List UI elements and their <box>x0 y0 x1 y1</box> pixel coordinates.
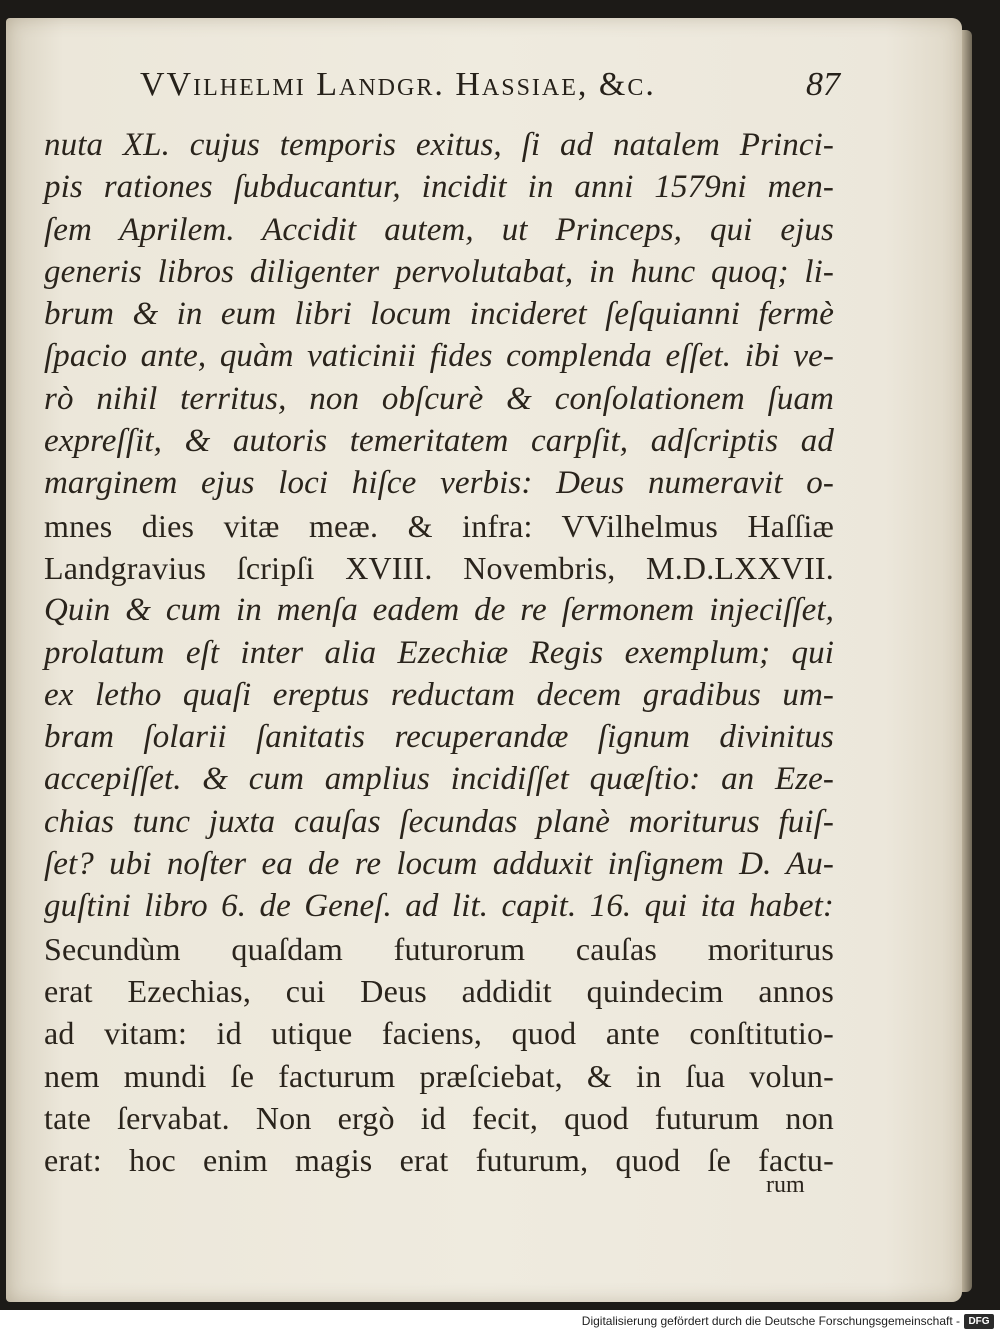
text-line: mnes dies vitæ meæ. & infra: VVilhelmus Haſſiæ <box>44 507 834 544</box>
funding-credit: Digitalisierung gefördert durch die Deutsche Forschungsgemeinschaft - <box>581 1314 960 1328</box>
text-line: erat Ezechias, cui Deus addidit quindecim annos <box>44 972 834 1009</box>
text-line: chias tunc juxta cauſas ſecundas planè moriturus fuiſ- <box>44 803 834 840</box>
text-line: bram ſolarii ſanitatis recuperandæ ſignum divinitus <box>44 719 834 756</box>
text-line: brum & in eum libri locum incideret ſeſquianni fermè <box>44 296 834 333</box>
text-line: prolatum eſt inter alia Ezechiæ Regis exemplum; qui <box>44 634 834 671</box>
text-line: Quin & cum in menſa eadem de re ſermonem injeciſſet, <box>44 592 834 629</box>
dfg-logo-icon: DFG <box>964 1314 994 1329</box>
text-line: Landgravius ſcripſi XVIII. Novembris, M.D.LXXVII. <box>44 549 834 586</box>
text-line: pis rationes ſubducantur, incidit in anni 1579ni men- <box>44 169 834 206</box>
page-number: 87 <box>806 66 840 103</box>
text-line: ſet? ubi noſter ea de re locum adduxit inſignem D. Au- <box>44 846 834 883</box>
body-text <box>44 124 834 1181</box>
text-line: nuta XL. cujus temporis exitus, ſi ad natalem Princi- <box>44 127 834 163</box>
text-line: guſtini libro 6. de Geneſ. ad lit. capit. 16. qui ita habet: <box>44 888 834 925</box>
text-line: rò nihil territus, non obſcurè & conſolationem ſuam <box>44 380 834 417</box>
catchword: rum <box>766 1172 805 1198</box>
text-line: Secundùm quaſdam futurorum cauſas moriturus <box>44 930 834 967</box>
text-line: marginem ejus loci hiſce verbis: Deus numeravit o- <box>44 465 834 502</box>
text-line: generis libros diligenter pervolutabat, in hunc quoq; li- <box>44 253 834 290</box>
running-head: VVilhelmi Landgr. Hassiae, &c. <box>140 66 656 103</box>
footer-bar <box>0 1310 1000 1334</box>
text-line: erat: hoc enim magis erat futurum, quod ſe factu- <box>44 1142 834 1179</box>
text-line: ſem Aprilem. Accidit autem, ut Princeps, qui ejus <box>44 211 834 248</box>
page-header <box>140 66 840 110</box>
text-line: nem mundi ſe facturum præſciebat, & in ſua volun- <box>44 1057 834 1094</box>
text-line: ſpacio ante, quàm vaticinii fides complenda eſſet. ibi ve- <box>44 338 834 375</box>
text-line: accepiſſet. & cum amplius incidiſſet quæſtio: an Eze- <box>44 761 834 798</box>
text-line: expreſſit, & autoris temeritatem carpſit, adſcriptis ad <box>44 423 834 460</box>
text-line: tate ſervabat. Non ergò id fecit, quod futurum non <box>44 1099 834 1136</box>
page-edge <box>962 30 972 1292</box>
text-line: ad vitam: id utique faciens, quod ante conſtitutio- <box>44 1015 834 1052</box>
text-line: ex letho quaſi ereptus reductam decem gradibus um- <box>44 676 834 713</box>
